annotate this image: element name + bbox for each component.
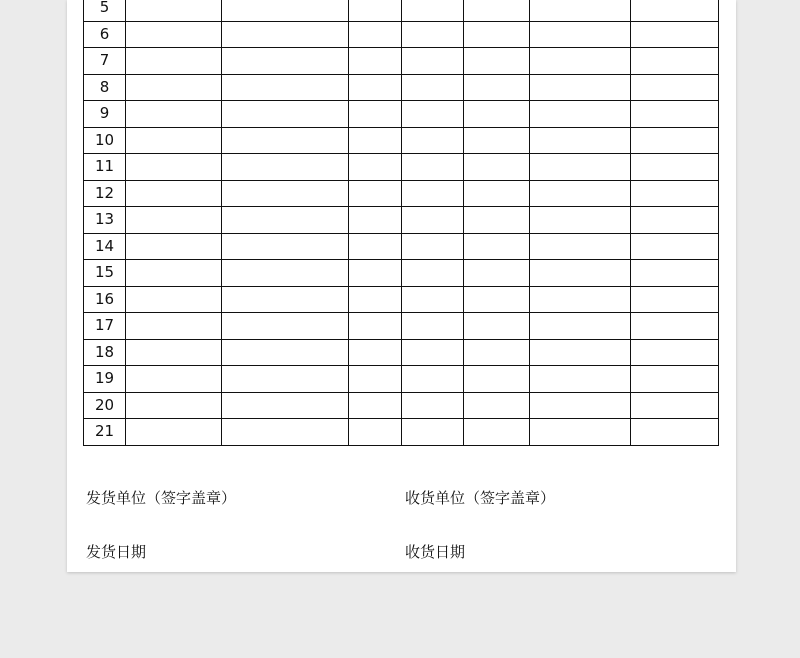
table-cell [631,286,719,313]
row-number-cell: 5 [84,0,126,21]
table-cell [530,0,631,21]
table-cell [631,74,719,101]
table-cell [402,366,464,393]
table-cell [464,233,530,260]
row-number-cell: 11 [84,154,126,181]
table-cell [530,260,631,287]
table-cell [126,366,222,393]
table-cell [402,392,464,419]
row-number-cell: 15 [84,260,126,287]
table-row [84,419,719,446]
table-cell [631,233,719,260]
document-sheet [67,0,736,572]
table-cell [222,48,349,75]
row-number-cell: 19 [84,366,126,393]
table-cell [402,180,464,207]
table-cell [126,419,222,446]
table-cell [349,74,402,101]
table-cell [530,286,631,313]
table-cell [530,154,631,181]
table-cell [631,392,719,419]
table-cell [530,339,631,366]
table-cell [349,313,402,340]
table-cell [530,101,631,128]
table-cell [349,366,402,393]
table-cell [126,21,222,48]
table-cell [126,260,222,287]
table-cell [126,339,222,366]
row-number-cell: 9 [84,101,126,128]
table-cell [464,48,530,75]
table-cell [126,48,222,75]
table-cell [222,74,349,101]
table-cell [126,180,222,207]
row-number-cell: 16 [84,286,126,313]
shipping-table [83,0,719,446]
table-cell [349,233,402,260]
table-cell [402,233,464,260]
table-cell [464,21,530,48]
row-number-cell: 8 [84,74,126,101]
table-cell [349,154,402,181]
sender-date-label: 发货日期 [86,543,147,561]
table-cell [631,101,719,128]
table-cell [631,21,719,48]
table-cell [126,392,222,419]
table-row [84,392,719,419]
table-row [84,233,719,260]
table-cell [530,233,631,260]
table-cell [349,127,402,154]
table-cell [530,127,631,154]
table-cell [402,101,464,128]
table-cell [631,154,719,181]
table-cell [349,339,402,366]
table-row [84,154,719,181]
table-cell [402,260,464,287]
table-cell [402,286,464,313]
table-cell [530,313,631,340]
table-cell [464,154,530,181]
table-cell [464,419,530,446]
row-number-cell: 20 [84,392,126,419]
table-cell [349,286,402,313]
row-number-cell: 7 [84,48,126,75]
table-cell [530,21,631,48]
table-row [84,207,719,234]
table-cell [464,260,530,287]
table-cell [222,392,349,419]
table-row [84,260,719,287]
table-cell [349,0,402,21]
table-cell [349,21,402,48]
table-cell [222,154,349,181]
table-row [84,180,719,207]
table-cell [222,101,349,128]
table-cell [402,339,464,366]
table-row [84,313,719,340]
table-cell [222,180,349,207]
table-cell [464,366,530,393]
table-cell [222,313,349,340]
table-cell [402,48,464,75]
table-cell [402,154,464,181]
table-cell [126,207,222,234]
table-cell [402,0,464,21]
table-row [84,21,719,48]
table-cell [402,127,464,154]
table-cell [530,48,631,75]
table-row [84,101,719,128]
table-cell [222,419,349,446]
table-cell [464,0,530,21]
table-cell [402,74,464,101]
table-cell [464,392,530,419]
table-cell [402,313,464,340]
table-cell [349,207,402,234]
table-cell [222,207,349,234]
table-cell [631,0,719,21]
table-cell [222,233,349,260]
table-cell [349,101,402,128]
table-cell [222,260,349,287]
table-cell [530,207,631,234]
table-cell [631,339,719,366]
table-cell [349,392,402,419]
table-cell [349,260,402,287]
table-cell [464,74,530,101]
table-row [84,74,719,101]
row-number-cell: 12 [84,180,126,207]
table-cell [222,366,349,393]
table-cell [464,313,530,340]
table-cell [530,74,631,101]
table-cell [464,101,530,128]
table-cell [222,21,349,48]
row-number-cell: 10 [84,127,126,154]
table-cell [464,339,530,366]
row-number-cell: 13 [84,207,126,234]
table-cell [464,207,530,234]
table-cell [631,260,719,287]
table-row [84,127,719,154]
row-number-cell: 21 [84,419,126,446]
table-row [84,366,719,393]
table-cell [402,21,464,48]
row-number-cell: 6 [84,21,126,48]
table-cell [222,0,349,21]
table-cell [402,207,464,234]
table-cell [349,180,402,207]
table-row [84,0,719,21]
table-cell [530,419,631,446]
row-number-cell: 14 [84,233,126,260]
table-cell [126,127,222,154]
table-row [84,48,719,75]
table-cell [631,48,719,75]
table-cell [402,419,464,446]
table-cell [349,419,402,446]
table-cell [126,313,222,340]
table-row [84,339,719,366]
table-cell [631,127,719,154]
table-cell [631,419,719,446]
table-cell [530,392,631,419]
table-cell [631,180,719,207]
table-cell [222,286,349,313]
receiver-signature-label: 收货单位（签字盖章） [405,489,556,507]
table-cell [126,233,222,260]
table-cell [631,366,719,393]
table-row [84,286,719,313]
table-cell [631,313,719,340]
sender-signature-label: 发货单位（签字盖章） [86,489,237,507]
table-cell [464,127,530,154]
table-cell [222,339,349,366]
table-cell [126,0,222,21]
table-cell [464,286,530,313]
row-number-cell: 18 [84,339,126,366]
table-cell [126,154,222,181]
table-cell [530,180,631,207]
table-cell [126,74,222,101]
table-cell [631,207,719,234]
table-cell [126,286,222,313]
table-cell [464,180,530,207]
receiver-date-label: 收货日期 [405,543,466,561]
table-cell [349,48,402,75]
row-number-cell: 17 [84,313,126,340]
table-cell [222,127,349,154]
table-cell [126,101,222,128]
table-cell [530,366,631,393]
table-body [84,0,719,445]
